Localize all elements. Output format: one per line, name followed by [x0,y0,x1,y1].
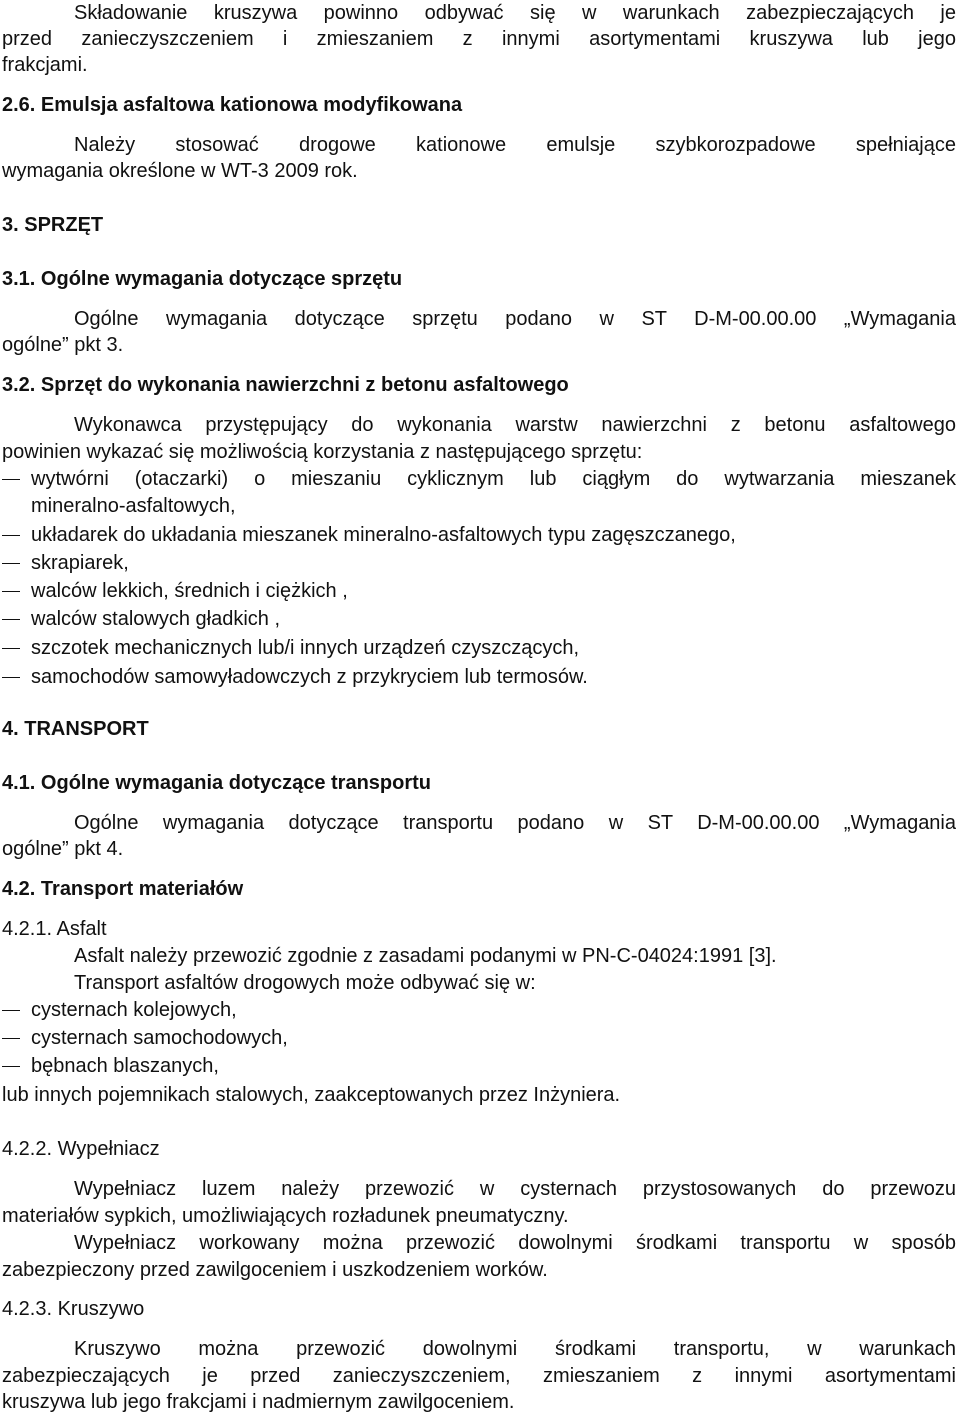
paragraph-line: zabezpieczających je przed zanieczyszczeniem, zmieszaniem z innymi asortymentami [2,1365,956,1387]
paragraph-line: Wykonawca przystępujący do wykonania warstw nawierzchni z betonu asfaltowego [74,414,956,436]
paragraph-line: powinien wykazać się możliwością korzystania z następującego sprzętu: [2,441,643,463]
dash-bullet-icon [2,677,20,678]
paragraph-line: Składowanie kruszywa powinno odbywać się w warunkach zabezpieczających je [74,2,956,24]
dash-bullet-icon [2,479,20,480]
list-item: szczotek mechanicznych lub/i innych urządzeń czyszczących, [31,637,580,659]
paragraph-line: Wypełniacz luzem należy przewozić w cysternach przystosowanych do przewozu [74,1178,956,1200]
dash-bullet-icon [2,591,20,592]
dash-bullet-icon [2,1038,20,1039]
subsection-heading-4-2-3: 4.2.3. Kruszywo [2,1298,145,1320]
section-heading-3: 3. SPRZĘT [2,214,104,236]
dash-bullet-icon [2,1066,20,1067]
section-heading-4-1: 4.1. Ogólne wymagania dotyczące transportu [2,772,432,794]
paragraph-line: frakcjami. [2,54,88,76]
paragraph-line: materiałów sypkich, umożliwiających rozładunek pneumatyczny. [2,1205,569,1227]
paragraph-line: ogólne” pkt 4. [2,838,124,860]
list-item-continuation: mineralno-asfaltowych, [31,495,236,517]
list-item: walców stalowych gładkich , [31,608,280,630]
paragraph-line: ogólne” pkt 3. [2,334,124,356]
dash-bullet-icon [2,563,20,564]
paragraph-line: Ogólne wymagania dotyczące transportu podano w ST D-M-00.00.00 „Wymagania [74,812,956,834]
section-heading-4-2: 4.2. Transport materiałów [2,878,244,900]
list-item: skrapiarek, [31,552,129,574]
list-item: walców lekkich, średnich i ciężkich , [31,580,348,602]
paragraph-line: Asfalt należy przewozić zgodnie z zasadami podanymi w PN-C-04024:1991 [3]. [74,945,777,967]
list-item: bębnach blaszanych, [31,1055,219,1077]
dash-bullet-icon [2,648,20,649]
list-item: cysternach kolejowych, [31,999,237,1021]
paragraph-line: wymagania określone w WT-3 2009 rok. [2,160,358,182]
paragraph-line: kruszywa lub jego frakcjami i nadmiernym zawilgoceniem. [2,1391,515,1413]
section-heading-2-6: 2.6. Emulsja asfaltowa kationowa modyfikowana [2,94,463,116]
subsection-heading-4-2-2: 4.2.2. Wypełniacz [2,1138,160,1160]
paragraph-line: lub innych pojemnikach stalowych, zaakceptowanych przez Inżyniera. [2,1084,621,1106]
subsection-heading-4-2-1: 4.2.1. Asfalt [2,918,107,940]
list-item: cysternach samochodowych, [31,1027,288,1049]
dash-bullet-icon [2,619,20,620]
paragraph-line: Ogólne wymagania dotyczące sprzętu podano w ST D-M-00.00.00 „Wymagania [74,308,956,330]
paragraph-line: Należy stosować drogowe kationowe emulsje szybkorozpadowe spełniające [74,134,956,156]
paragraph-line: zabezpieczony przed zawilgoceniem i uszkodzeniem worków. [2,1259,548,1281]
list-item: samochodów samowyładowczych z przykryciem lub termosów. [31,666,588,688]
section-heading-4: 4. TRANSPORT [2,718,149,740]
list-item: wytwórni (otaczarki) o mieszaniu cyklicznym lub ciągłym do wytwarzania mieszanek [31,468,956,490]
list-item: układarek do układania mieszanek mineralno-asfaltowych typu zagęszczanego, [31,524,736,546]
section-heading-3-1: 3.1. Ogólne wymagania dotyczące sprzętu [2,268,403,290]
paragraph-line: przed zanieczyszczeniem i zmieszaniem z innymi asortymentami kruszywa lub jego [2,28,956,50]
paragraph-line: Transport asfaltów drogowych może odbywać się w: [74,972,536,994]
dash-bullet-icon [2,535,20,536]
paragraph-line: Wypełniacz workowany można przewozić dowolnymi środkami transportu w sposób [74,1232,956,1254]
paragraph-line: Kruszywo można przewozić dowolnymi środkami transportu, w warunkach [74,1338,956,1360]
section-heading-3-2: 3.2. Sprzęt do wykonania nawierzchni z betonu asfaltowego [2,374,569,396]
dash-bullet-icon [2,1010,20,1011]
